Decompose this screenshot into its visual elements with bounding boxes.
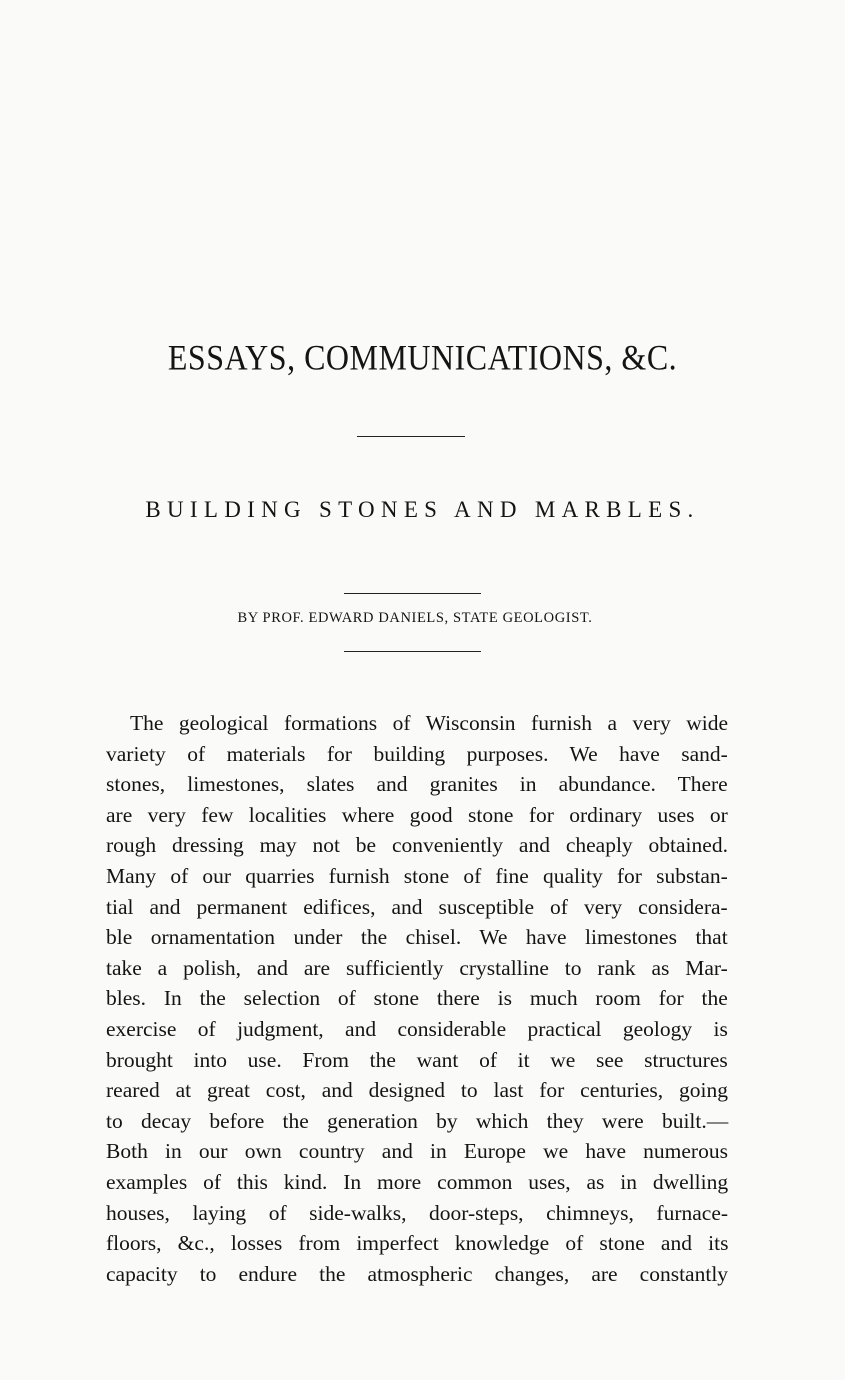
body-line: capacity to endure the atmospheric changes, are constantly (106, 1261, 729, 1286)
section-divider-rule (357, 436, 465, 437)
body-line: Both in our own country and in Europe we have numerous (106, 1139, 728, 1164)
body-line: rough dressing may not be conveniently and cheaply obtained. (106, 833, 728, 858)
body-line: The geological formations of Wisconsin furnish a very wide (130, 711, 728, 735)
body-line: are very few localities where good stone for ordinary uses or (106, 802, 728, 827)
body-line: houses, laying of side-walks, door-steps, chimneys, furnace- (106, 1200, 729, 1225)
body-line: floors, &c., losses from imperfect knowledge of stone and its (106, 1231, 729, 1256)
body-line: bles. In the selection of stone there is much room for the (106, 986, 728, 1011)
article-body (106, 708, 728, 1289)
body-line: reared at great cost, and designed to last for centuries, going (106, 1078, 729, 1103)
body-line: brought into use. From the want of it we see structures (106, 1047, 728, 1072)
body-line: examples of this kind. In more common uses, as in dwelling (106, 1169, 729, 1194)
body-line: stones, limestones, slates and granites in abundance. There (106, 772, 728, 797)
body-line: exercise of judgment, and considerable practical geology is (106, 1016, 728, 1041)
body-line: ble ornamentation under the chisel. We have limestones that (106, 925, 728, 950)
body-line: variety of materials for building purposes. We have sand- (106, 741, 728, 766)
body-line: to decay before the generation by which they were built.— (106, 1108, 729, 1133)
body-line: take a polish, and are sufficiently crystalline to rank as Mar- (106, 955, 728, 980)
body-line: Many of our quarries furnish stone of fine quality for substan- (106, 863, 728, 888)
body-line: tial and permanent edifices, and susceptible of very considera- (106, 894, 728, 919)
article-title: BUILDING STONES AND MARBLES. (145, 497, 700, 522)
byline-top-rule (344, 593, 481, 594)
section-title: ESSAYS, COMMUNICATIONS, &C. (167, 337, 678, 378)
author-byline: BY PROF. EDWARD DANIELS, STATE GEOLOGIST. (237, 610, 593, 626)
byline-bottom-rule (344, 651, 481, 652)
